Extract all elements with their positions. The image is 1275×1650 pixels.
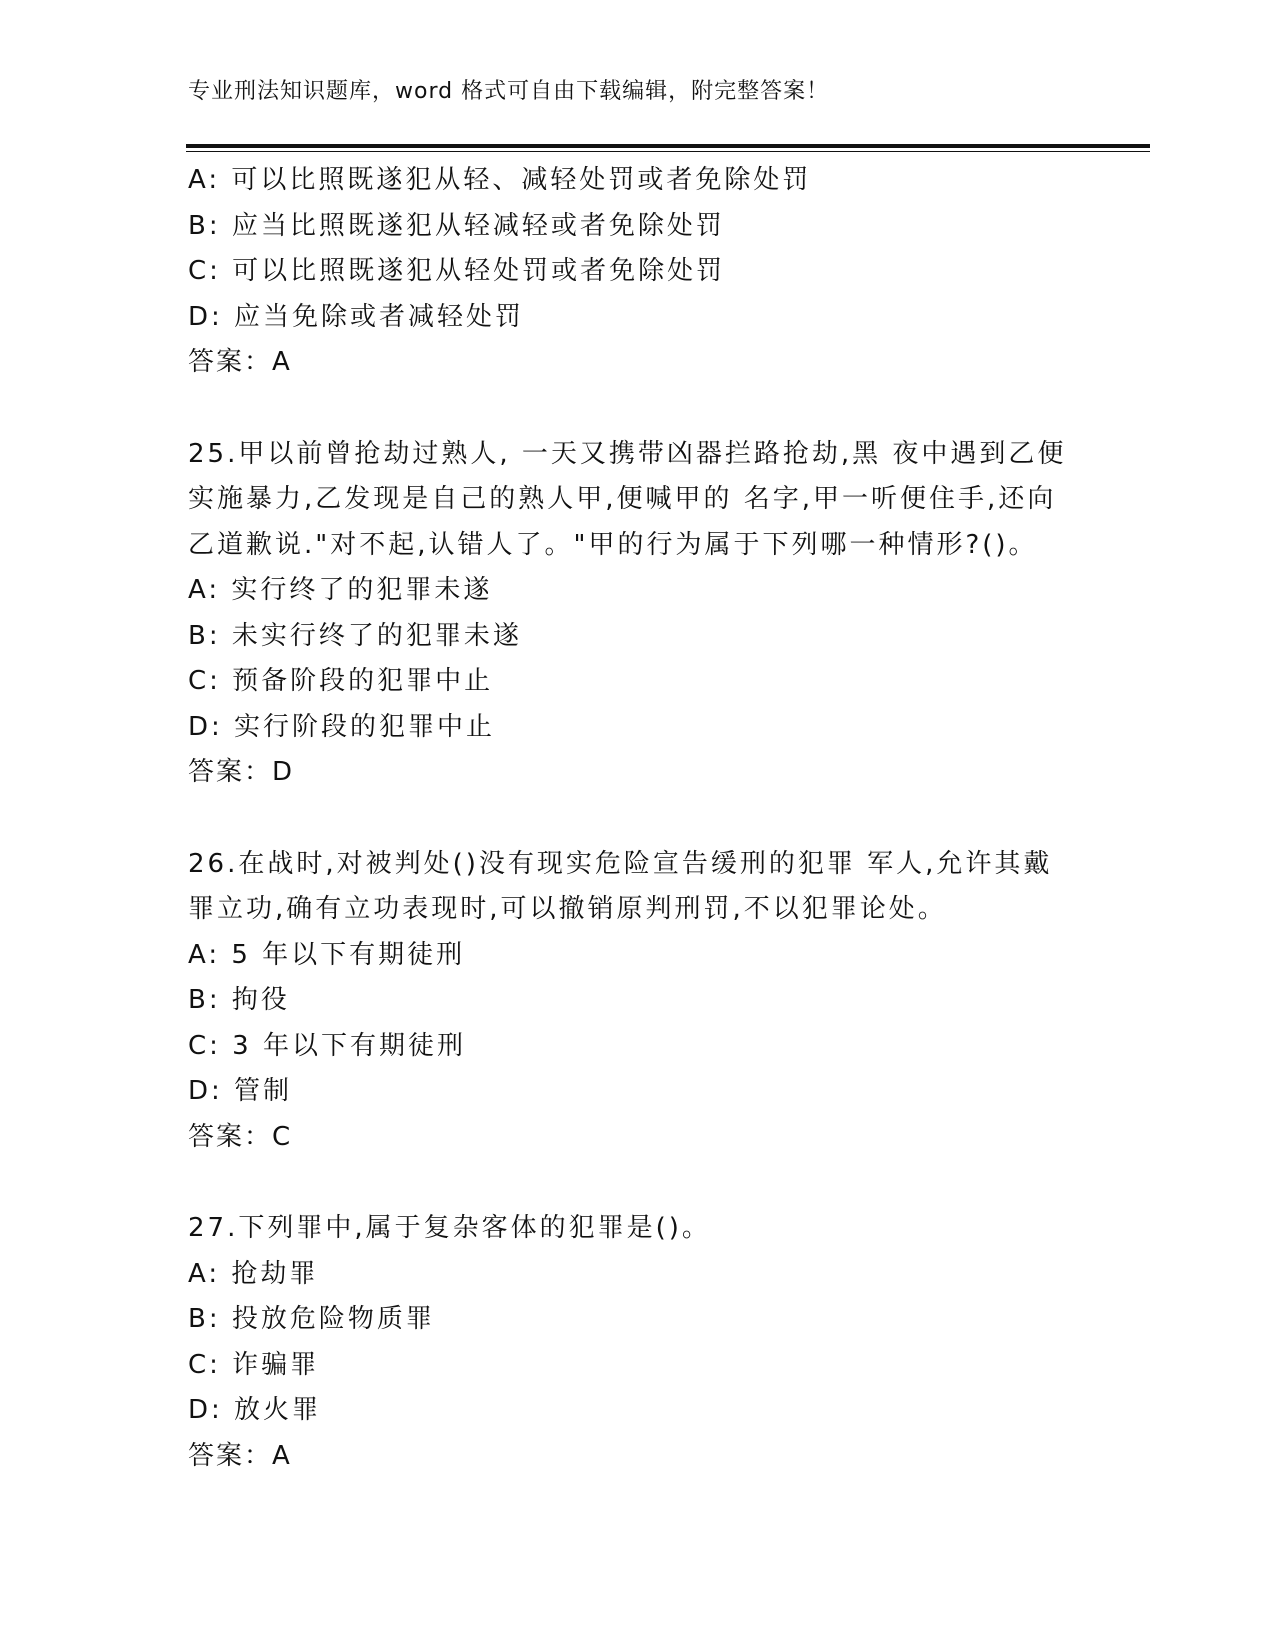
option-b: B: 投放危险物质罪 [188, 1304, 435, 1334]
question-27 [188, 1206, 1088, 1479]
option-a: A: 5 年以下有期徒刑 [188, 939, 466, 970]
option-a: A: 抢劫罪 [188, 1258, 319, 1289]
option-d: D: 实行阶段的犯罪中止 [188, 711, 496, 742]
option-b: B: 拘役 [188, 985, 290, 1015]
answer-line: 答案：D [188, 757, 295, 787]
option-d: D: 放火罪 [188, 1395, 322, 1425]
question-prev [188, 158, 1088, 386]
question-stem-line: 罪立功,确有立功表现时,可以撤销原判刑罚,不以犯罪论处。 [188, 894, 947, 924]
question-25 [188, 432, 1088, 796]
question-stem-line: 26.在战时,对被判处()没有现实危险宣告缓刑的犯罪 军人,允许其戴 [188, 848, 1053, 879]
option-c: C: 预备阶段的犯罪中止 [188, 666, 494, 696]
option-b: B: 应当比照既遂犯从轻减轻或者免除处罚 [188, 210, 725, 241]
header-rule-thick [186, 144, 1150, 148]
answer-line: 答案：C [188, 1121, 293, 1152]
header-rule-thin [186, 151, 1150, 152]
option-a: A: 实行终了的犯罪未遂 [188, 575, 493, 605]
question-stem-line: 25.甲以前曾抢劫过熟人, 一天又携带凶器拦路抢劫,黑 夜中遇到乙便 [188, 438, 1067, 469]
option-d: D: 应当免除或者减轻处罚 [188, 301, 525, 332]
question-content [188, 158, 1088, 1479]
page-header: 专业刑法知识题库，word 格式可自由下载编辑，附完整答案！ [188, 79, 830, 104]
question-stem-line: 乙道歉说."对不起,认错人了。"甲的行为属于下列哪一种情形?()。 [188, 529, 1038, 560]
answer-line: 答案：A [188, 1440, 292, 1471]
option-a: A: 可以比照既遂犯从轻、减轻处罚或者免除处罚 [188, 165, 812, 195]
option-d: D: 管制 [188, 1076, 293, 1106]
answer-line: 答案：A [188, 347, 292, 377]
option-c: C: 诈骗罪 [188, 1349, 320, 1380]
question-26 [188, 842, 1088, 1161]
option-c: C: 可以比照既遂犯从轻处罚或者免除处罚 [188, 256, 726, 286]
question-stem-line: 实施暴力,乙发现是自己的熟人甲,便喊甲的 名字,甲一听便住手,还向 [188, 484, 1057, 514]
option-b: B: 未实行终了的犯罪未遂 [188, 620, 522, 651]
question-stem-line: 27.下列罪中,属于复杂客体的犯罪是()。 [188, 1213, 711, 1243]
option-c: C: 3 年以下有期徒刑 [188, 1030, 466, 1061]
